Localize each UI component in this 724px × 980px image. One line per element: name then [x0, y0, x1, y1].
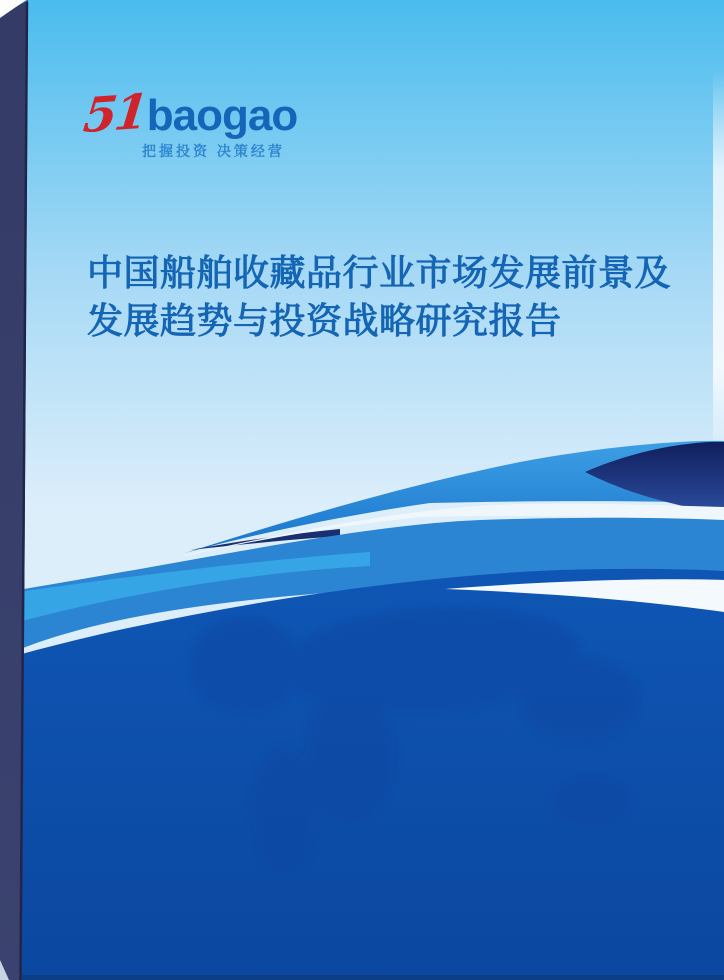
- report-title-line2: 发展趋势与投资战略研究报告: [87, 300, 562, 341]
- report-title: [87, 249, 671, 345]
- swoosh-graphic: [18, 441, 724, 980]
- report-title-line1: 中国船舶收藏品行业市场发展前景及: [87, 252, 672, 293]
- logo: [80, 83, 298, 159]
- page-edge-highlight: [713, 70, 724, 470]
- logo-51-mark: 51: [80, 83, 149, 145]
- logo-baogao-text: baogao: [146, 91, 298, 140]
- cover-bottom-edge: [18, 975, 724, 980]
- logo-tagline: 把握投资 决策经营: [142, 143, 285, 159]
